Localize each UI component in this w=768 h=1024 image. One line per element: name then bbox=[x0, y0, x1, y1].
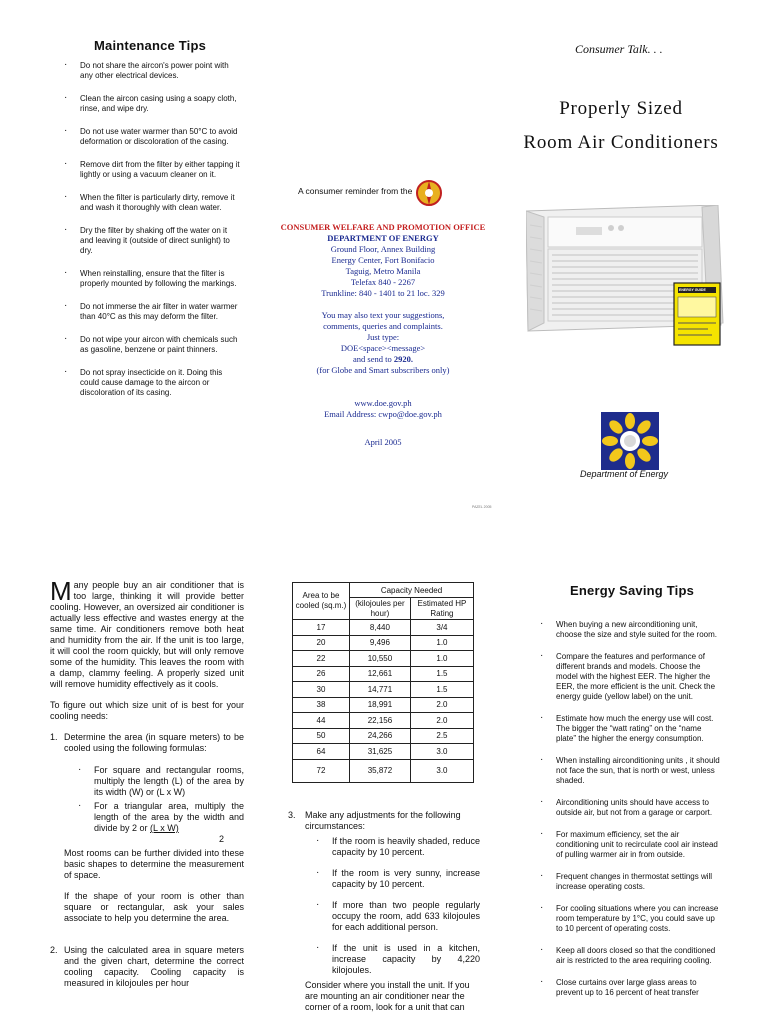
cell-area: 30 bbox=[293, 682, 350, 698]
cell-hp: 1.0 bbox=[410, 635, 473, 651]
formula-item bbox=[78, 801, 244, 845]
list-item: · Do not immerse the air filter in water warmer than 40°C as this may deform the filter. bbox=[64, 302, 240, 322]
department-name: DEPARTMENT OF ENERGY bbox=[327, 233, 439, 243]
table-row bbox=[293, 651, 474, 667]
list-item: · When installing airconditioning units , it should not face the sun, that is north or west, unless shaded. bbox=[540, 756, 720, 786]
drop-cap: M bbox=[50, 576, 72, 606]
formula-item: · For square and rectangular rooms, multiply the length (L) of the area by its width (W) or (L x W) bbox=[78, 765, 244, 798]
list-item: · Frequent changes in thermostat settings will increase operating costs. bbox=[540, 872, 720, 892]
address-line: Ground Floor, Annex Building bbox=[330, 244, 436, 254]
adjust-item: · If the room is heavily shaded, reduce capacity by 10 percent. bbox=[316, 836, 480, 858]
table-row bbox=[293, 697, 474, 713]
list-item: · For cooling situations where you can increase room temperature by 1°C, you could save up to 10 percent of operating costs. bbox=[540, 904, 720, 934]
step2-text: Using the calculated area in square meters and the given chart, determine the correct cooling capacity. Cooling capacity is measured in kilojoules per hour bbox=[64, 945, 244, 988]
list-item: · Compare the features and performance of different brands and models. Choose the model with the highest EER. The higher the EER, the more efficient is the unit. Check the energy guide (yellow label) on the unit. bbox=[540, 652, 720, 702]
cell-kj: 24,266 bbox=[350, 728, 411, 744]
cell-hp: 2.0 bbox=[410, 713, 473, 729]
adjust-item: · If more than two people regularly occupy the room, add 633 kilojoules for each additional person. bbox=[316, 900, 480, 933]
address-line: Energy Center, Fort Bonifacio bbox=[331, 255, 435, 265]
print-code: PAZEL 2005 bbox=[472, 505, 492, 509]
text-instructions: You may also text your suggestions, bbox=[321, 310, 445, 320]
step1-text: Determine the area (in square meters) to be cooled using the following formulas: bbox=[64, 732, 244, 753]
adjust-lead: Make any adjustments for the following circumstances: bbox=[305, 810, 461, 831]
list-item: · Estimate how much the energy use will cost. The bigger the “watt rating” on the “name plate” the higher the energy consumption. bbox=[540, 714, 720, 744]
list-item: · Airconditioning units should have access to outside air, but not from a garage or carport. bbox=[540, 798, 720, 818]
cell-area: 44 bbox=[293, 713, 350, 729]
issue-date: April 2005 bbox=[364, 437, 402, 447]
table-row bbox=[293, 744, 474, 760]
list-item: · Remove dirt from the filter by either tapping it lightly or using a vacuum cleaner on it. bbox=[64, 160, 240, 180]
adjust-item: · If the unit is used in a kitchen, increase capacity by 4,220 kilojoules. bbox=[316, 943, 480, 976]
capacity-table bbox=[292, 582, 474, 783]
step-number: 1. bbox=[50, 732, 58, 742]
table-row bbox=[293, 635, 474, 651]
maintenance-title: Maintenance Tips bbox=[94, 38, 207, 53]
list-item: · Do not use water warmer than 50°C to avoid deformation or discoloration of the casing. bbox=[64, 127, 240, 147]
cell-hp: 1.5 bbox=[410, 666, 473, 682]
cell-area: 38 bbox=[293, 697, 350, 713]
doe-seal-icon bbox=[416, 176, 442, 215]
text-instructions: comments, queries and complaints. bbox=[323, 321, 443, 331]
sms-number: 2920. bbox=[393, 354, 413, 364]
table-row bbox=[293, 620, 474, 636]
cell-area: 26 bbox=[293, 666, 350, 682]
step-number: 3. bbox=[288, 810, 296, 820]
list-item: · For maximum efficiency, set the air conditioning unit to recirculate cool air instead of pulling warmer air in from outside. bbox=[540, 830, 720, 860]
cell-area: 17 bbox=[293, 620, 350, 636]
text-instructions: DOE<space><message> bbox=[340, 343, 426, 353]
cell-hp: 3.0 bbox=[410, 744, 473, 760]
text-instructions: (for Globe and Smart subscribers only) bbox=[316, 365, 450, 375]
list-item: · Keep all doors closed so that the conditioned air is restricted to the area requiring cooling. bbox=[540, 946, 720, 966]
table-row bbox=[293, 682, 474, 698]
cell-area: 20 bbox=[293, 635, 350, 651]
table-header-capacity: Capacity Needed bbox=[350, 583, 474, 598]
list-item: · Do not share the aircon's power point with any other electrical devices. bbox=[64, 61, 240, 81]
rooms-text: Most rooms can be further divided into these basic shapes to determine the measurement of space. bbox=[64, 848, 244, 880]
cell-area: 50 bbox=[293, 728, 350, 744]
cell-kj: 14,771 bbox=[350, 682, 411, 698]
dept-caption: Department of Energy bbox=[580, 469, 669, 479]
air-conditioner-image bbox=[526, 205, 726, 355]
list-item: · Do not wipe your aircon with chemicals such as gasoline, benzene or paint thinners. bbox=[64, 335, 240, 355]
cell-kj: 31,625 bbox=[350, 744, 411, 760]
consider-text: Consider where you install the unit. If you are mounting an air conditioner near the corner of a room, look for a unit that can bbox=[305, 980, 470, 1012]
maintenance-list bbox=[64, 61, 240, 398]
table-row bbox=[293, 728, 474, 744]
table-header-hp: Estimated HP Rating bbox=[410, 598, 473, 620]
list-item: · When the filter is particularly dirty, remove it and wash it thoroughly with clean water. bbox=[64, 193, 240, 213]
cell-area: 64 bbox=[293, 744, 350, 760]
email-link[interactable]: Email Address: cwpo@doe.gov.ph bbox=[324, 409, 442, 419]
table-header-area: Area to be cooled (sq.m.) bbox=[293, 583, 350, 620]
cell-hp: 2.0 bbox=[410, 697, 473, 713]
cell-kj: 22,156 bbox=[350, 713, 411, 729]
formula2-denominator: 2 bbox=[218, 834, 224, 844]
cell-kj: 12,661 bbox=[350, 666, 411, 682]
cell-area: 22 bbox=[293, 651, 350, 667]
list-item: · Dry the filter by shaking off the water on it and leaving it (outside of direct sunlight) to dry. bbox=[64, 226, 240, 256]
formula2-text: For a triangular area, multiply the length of the area by the width and divide by 2 or bbox=[94, 801, 244, 833]
text-instructions: Just type: bbox=[366, 332, 400, 342]
energy-title: Energy Saving Tips bbox=[570, 583, 695, 598]
cell-kj: 35,872 bbox=[350, 759, 411, 782]
cell-kj: 8,440 bbox=[350, 620, 411, 636]
list-item: · Do not spray insecticide on it. Doing this could cause damage to the aircon or discoloration of its casing. bbox=[64, 368, 240, 398]
table-row bbox=[293, 666, 474, 682]
step-number: 2. bbox=[50, 945, 58, 955]
cell-area: 72 bbox=[293, 759, 350, 782]
cell-hp: 3.0 bbox=[410, 759, 473, 782]
cell-hp: 1.5 bbox=[410, 682, 473, 698]
intro-lead: To figure out which size unit of is best for your cooling needs: bbox=[50, 700, 244, 721]
list-item: · Clean the aircon casing using a soapy cloth, rinse, and wipe dry. bbox=[64, 94, 240, 114]
cell-kj: 18,991 bbox=[350, 697, 411, 713]
address-line: Telefax 840 - 2267 bbox=[350, 277, 416, 287]
list-item: · When reinstalling, ensure that the filter is properly mounted by following the markings. bbox=[64, 269, 240, 289]
cell-kj: 10,550 bbox=[350, 651, 411, 667]
cell-hp: 2.5 bbox=[410, 728, 473, 744]
table-row bbox=[293, 759, 474, 782]
cell-kj: 9,496 bbox=[350, 635, 411, 651]
table-header-kj: (kilojoules per hour) bbox=[350, 598, 411, 620]
consumer-talk: Consumer Talk. . . bbox=[575, 42, 663, 56]
office-name: CONSUMER WELFARE AND PROMOTION OFFICE bbox=[280, 222, 486, 232]
formula2-fraction: (L x W) bbox=[150, 823, 179, 833]
energy-list bbox=[540, 620, 720, 998]
address-line: Trunkline: 840 - 1401 to 21 loc. 329 bbox=[321, 288, 445, 298]
text-instructions: and send to bbox=[353, 354, 392, 364]
energy-guide-label: ENERGY GUIDE bbox=[679, 288, 706, 292]
adjust-item: · If the room is very sunny, increase capacity by 10 percent. bbox=[316, 868, 480, 890]
table-row bbox=[293, 713, 474, 729]
website-link[interactable]: www.doe.gov.ph bbox=[354, 398, 412, 408]
doe-logo-icon bbox=[601, 412, 659, 475]
cover-title-line1: Properly Sized bbox=[559, 98, 683, 119]
irregular-text: If the shape of your room is other than square or rectangular, ask your sales associate to help you determine the area. bbox=[64, 891, 244, 923]
intro-paragraph: any people buy an air conditioner that is too large, thinking it will provide better cooling. However, an oversized air conditioner is actually less effective and wastes energy at the same time. Air conditioners remove both heat and humidity from the air. If the unit is too large, it will cool the room quickly, but will only remove some of the humidity. This leaves the room with a damp, clammy feeling. A properly sized unit will remove humidity effectively as it cools. bbox=[50, 580, 244, 689]
address-line: Taguig, Metro Manila bbox=[345, 266, 421, 276]
list-item: · Close curtains over large glass areas to prevent up to 16 percent of heat transfer bbox=[540, 978, 720, 998]
list-item: · When buying a new airconditioning unit, choose the size and style suited for the room. bbox=[540, 620, 720, 640]
cell-hp: 3/4 bbox=[410, 620, 473, 636]
cell-hp: 1.0 bbox=[410, 651, 473, 667]
cover-title-line2: Room Air Conditioners bbox=[523, 132, 719, 153]
reminder-text: A consumer reminder from the bbox=[298, 186, 413, 196]
